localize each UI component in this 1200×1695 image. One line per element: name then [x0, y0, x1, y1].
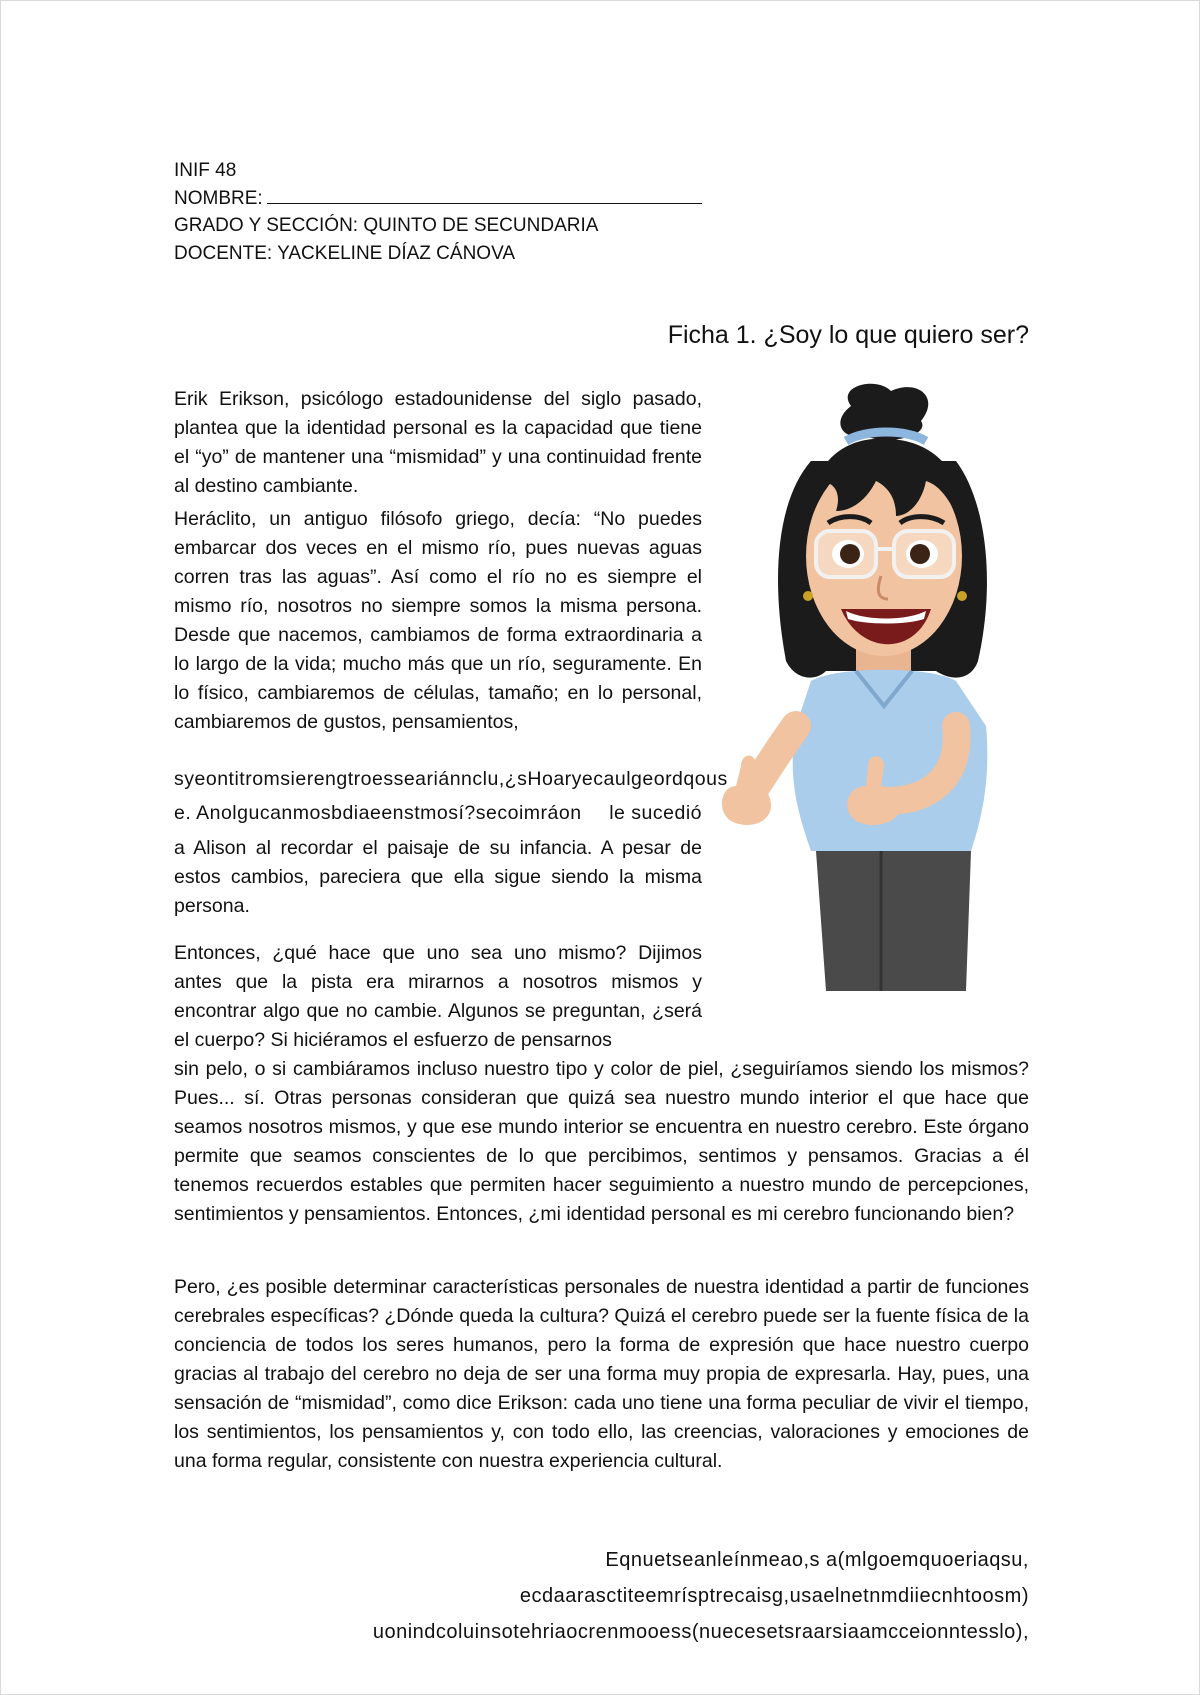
paragraph-entonces-wide: sin pelo, o si cambiáramos incluso nuestro tipo y color de piel, ¿seguiríamos siendo los mismos? Pues... sí. Otras personas consideran que quizá sea nuestro mundo interior el que hace que seamos nosotros mismos, y que ese mundo interior se encuentra en nuestro cerebro. Este órgano permite que seamos conscientes de lo que percibimos, sentimos y pensamos. Gracias a él tenemos recuerdos estables que permiten hacer seguimiento a nuestro mundo de percepciones, sentimientos y pensamientos. Entonces, ¿mi identidad personal es mi cerebro funcionando bien?	[174, 1058, 1029, 1225]
name-line	[174, 185, 702, 213]
course-code: INIF 48	[174, 160, 237, 181]
footer-garbled-line-2: ecdaarasctiteemrísptrecaisg,usaelnetnmdiiecnhtoosm)	[519, 1585, 1029, 1607]
left-pupil	[840, 544, 860, 564]
grade-section: GRADO Y SECCIÓN: QUINTO DE SECUNDARIA	[174, 215, 599, 236]
garbled-text-line-1: syeontitromsierengtroesseariánnclu,¿sHoaryecaulgeordqous	[174, 768, 728, 790]
footer-garbled-line-1: Eqnuetseanleínmeao,s a(mlgoemquoeriaqsu,	[605, 1549, 1029, 1571]
name-label: NOMBRE:	[174, 187, 263, 209]
paragraph-heraclito: Heráclito, un antiguo filósofo griego, decía: “No puedes embarcar dos veces en el mismo río, pues nuevas aguas corren tras las aguas”. Así como el río no es siempre el mismo río, nosotros no siempre somos la misma persona. Desde que nacemos, cambiamos de forma extraordinaria a lo largo de la vida; mucho más que un río, seguramente. En lo físico, cambiaremos de células, tamaño; en lo personal, cambiaremos de gustos, pensamientos,	[174, 508, 702, 733]
left-earring	[803, 591, 813, 601]
pants	[816, 851, 971, 991]
right-pupil	[910, 544, 930, 564]
paragraph-erikson: Erik Erikson, psicólogo estadounidense del siglo pasado, plantea que la identidad personal es la capacidad que tiene el “yo” de mantener una “mismidad” y una continuidad frente al destino cambiante.	[174, 388, 702, 497]
teacher-cartoon-illustration	[716, 381, 1046, 991]
worksheet-header	[174, 157, 702, 267]
paragraph-alison: a Alison al recordar el paisaje de su infancia. A pesar de estos cambios, pareciera que ella sigue siendo la misma persona.	[174, 837, 702, 917]
garbled-text-fragment: e. Anolgucanmosbdiaeenstmosí?secoimráon	[174, 802, 582, 824]
garbled-text-line-2	[174, 799, 702, 828]
name-blank-field[interactable]	[267, 187, 702, 204]
paragraph-cultura: Pero, ¿es posible determinar características personales de nuestra identidad a partir de funciones cerebrales específicas? ¿Dónde queda la cultura? Quizá el cerebro puede ser la fuente física de la conciencia de todos los seres humanos, pero la forma de expresión que hace nuestro cuerpo gracias al trabajo del cerebro no deja de ser una forma muy propia de expresarla. Hay, pues, una sensación de “mismidad”, como dice Erikson: cada uno tiene una forma peculiar de vivir el tiempo, los sentimientos, los pensamientos y, con todo ello, las creencias, valoraciones y emociones de una forma regular, consistente con nuestra experiencia cultural.	[174, 1276, 1029, 1472]
worksheet-title: Ficha 1. ¿Soy lo que quiero ser?	[667, 321, 1029, 349]
garbled-text-end: le sucedió	[609, 802, 702, 824]
paragraph-entonces-narrow: Entonces, ¿qué hace que uno sea uno mismo? Dijimos antes que la pista era mirarnos a nosotros mismos y encontrar algo que no cambie. Algunos se preguntan, ¿será el cuerpo? Si hiciéramos el esfuerzo de pensarnos	[174, 942, 702, 1051]
right-earring	[957, 591, 967, 601]
footer-garbled-line-3: uonindcoluinsotehriaocrenmooess(nuecesetsraarsiaamcceionntesslo),	[372, 1621, 1029, 1643]
teacher-name: DOCENTE: YACKELINE DÍAZ CÁNOVA	[174, 242, 516, 264]
